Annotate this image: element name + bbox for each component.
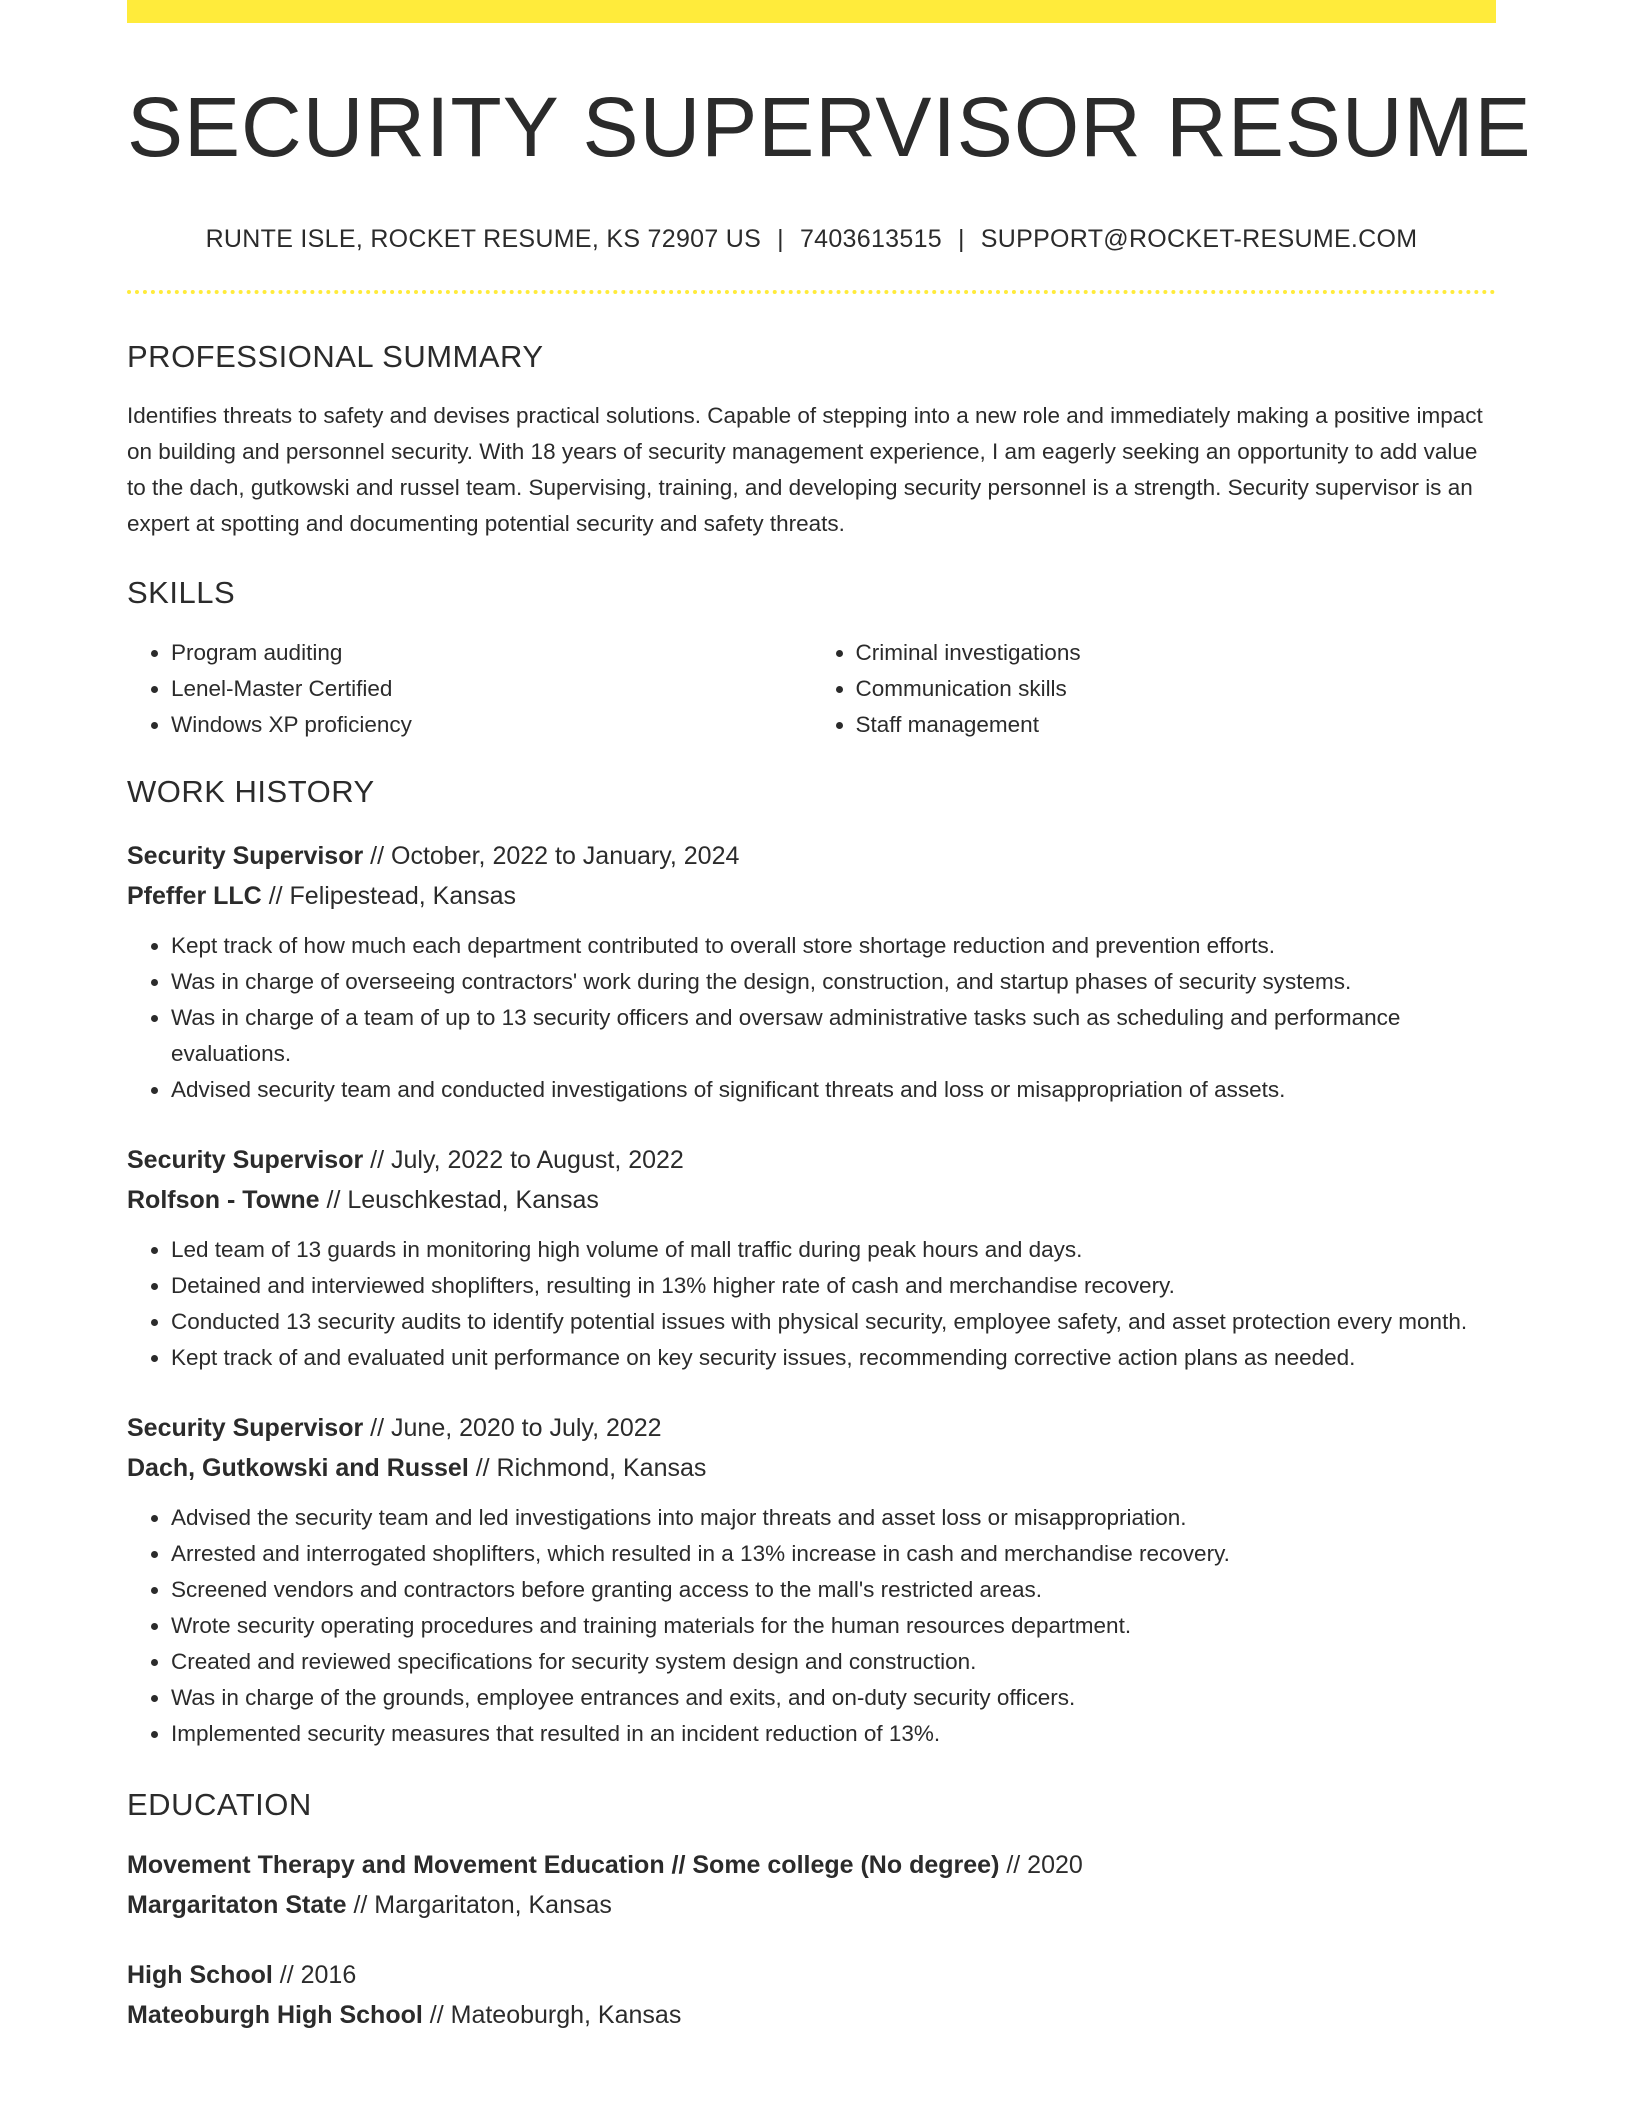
job-company: Pfeffer LLC [127, 881, 262, 910]
job-bullet: • Was in charge of a team of up to 13 security officers and oversaw administrative tasks such as scheduling and performance evaluations. [171, 1000, 1496, 1072]
job-bullets [127, 1232, 1496, 1376]
contact-separator: | [957, 225, 965, 254]
job-location: // Felipestead, Kansas [268, 881, 517, 910]
job-bullet: • Was in charge of overseeing contractors' work during the design, construction, and startup phases of security systems. [171, 964, 1496, 1000]
skills-section [127, 574, 1496, 743]
skill-item: • Windows XP proficiency [171, 707, 812, 743]
work-history-section [127, 773, 1496, 1752]
skill-item: • Criminal investigations [856, 635, 1497, 671]
job-title-line [127, 1140, 1496, 1180]
job-title: Security Supervisor [127, 1145, 364, 1174]
dotted-divider [127, 290, 1496, 294]
job-title: Security Supervisor [127, 841, 364, 870]
contact-phone: 7403613515 [799, 225, 942, 254]
work-history-heading: WORK HISTORY [127, 773, 375, 809]
job-title-line [127, 1408, 1496, 1448]
education-location: // Margaritaton, Kansas [353, 1891, 612, 1920]
accent-top-bar [127, 0, 1496, 23]
job-bullet: • Detained and interviewed shoplifters, resulting in 13% higher rate of cash and merchandise recovery. [171, 1268, 1496, 1304]
skill-item: • Staff management [856, 707, 1497, 743]
education-entry [127, 1845, 1496, 1925]
contact-line [127, 225, 1496, 254]
job-bullet: • Kept track of how much each department contributed to overall store shortage reduction and prevention efforts. [171, 928, 1496, 964]
job-bullet: • Arrested and interrogated shoplifters, which resulted in a 13% increase in cash and merchandise recovery. [171, 1536, 1496, 1572]
skill-item: • Lenel-Master Certified [171, 671, 812, 707]
job-company: Rolfson - Towne [127, 1185, 320, 1214]
education-section [127, 1786, 1496, 2035]
education-school-line [127, 1995, 1496, 2035]
job-bullet: • Led team of 13 guards in monitoring high volume of mall traffic during peak hours and days. [171, 1232, 1496, 1268]
skills-columns [127, 635, 1496, 743]
education-school: Margaritaton State [127, 1891, 347, 1920]
job-bullet: • Kept track of and evaluated unit performance on key security issues, recommending corrective action plans as needed. [171, 1340, 1496, 1376]
job-bullet: • Implemented security measures that resulted in an incident reduction of 13%. [171, 1716, 1496, 1752]
summary-section [127, 338, 1496, 541]
job-title: Security Supervisor [127, 1413, 364, 1442]
job-bullets [127, 928, 1496, 1108]
contact-address: RUNTE ISLE, ROCKET RESUME, KS 72907 US [205, 225, 762, 254]
education-year: // 2020 [1006, 1851, 1083, 1880]
education-entry [127, 1955, 1496, 2035]
job-entry [127, 836, 1496, 1108]
job-title-line [127, 836, 1496, 876]
resume-title: SECURITY SUPERVISOR RESUME [127, 80, 1532, 174]
summary-text: Identifies threats to safety and devises practical solutions. Capable of stepping into a new role and immediately making a positive impact on building and personnel security. With 18 years of security management experience, I am eagerly seeking an opportunity to add value to the dach, gutkowski and russel team. Supervising, training, and developing security personnel is a strength. Security supervisor is an expert at spotting and documenting potential security and safety threats. [127, 402, 1483, 536]
education-school-line [127, 1885, 1496, 1925]
education-location: // Mateoburgh, Kansas [429, 2001, 682, 2030]
job-entry [127, 1408, 1496, 1752]
education-degree: Movement Therapy and Movement Education // Some college (No degree) [127, 1851, 1000, 1880]
resume-content [127, 23, 1532, 2035]
job-dates: // October, 2022 to January, 2024 [370, 841, 740, 870]
education-degree-line [127, 1955, 1496, 1995]
education-school: Mateoburgh High School [127, 2001, 423, 2030]
contact-separator: | [777, 225, 784, 254]
skills-list-left [127, 635, 812, 743]
job-dates: // July, 2022 to August, 2022 [370, 1145, 684, 1174]
job-location: // Leuschkestad, Kansas [326, 1185, 599, 1214]
job-company-line [127, 876, 1496, 916]
skill-item: • Communication skills [856, 671, 1497, 707]
job-bullet: • Created and reviewed specifications for security system design and construction. [171, 1644, 1496, 1680]
education-degree: High School [127, 1961, 273, 1990]
job-bullet: • Screened vendors and contractors before granting access to the mall's restricted areas. [171, 1572, 1496, 1608]
education-degree-line [127, 1845, 1496, 1885]
summary-heading: PROFESSIONAL SUMMARY [127, 339, 544, 375]
education-heading: EDUCATION [127, 1786, 312, 1822]
skills-heading: SKILLS [127, 574, 236, 610]
job-bullet: • Advised the security team and led investigations into major threats and asset loss or misappropriation. [171, 1500, 1496, 1536]
job-company: Dach, Gutkowski and Russel [127, 1453, 469, 1482]
contact-email: SUPPORT@ROCKET-RESUME.COM [980, 225, 1418, 254]
education-year: // 2016 [279, 1961, 357, 1990]
job-bullet: • Advised security team and conducted investigations of significant threats and loss or misappropriation of assets. [171, 1072, 1496, 1108]
skills-list-right [812, 635, 1497, 743]
job-entry [127, 1140, 1496, 1376]
job-location: // Richmond, Kansas [475, 1453, 707, 1482]
job-bullet: • Was in charge of the grounds, employee entrances and exits, and on-duty security officers. [171, 1680, 1496, 1716]
skill-item: • Program auditing [171, 635, 812, 671]
job-dates: // June, 2020 to July, 2022 [370, 1413, 662, 1442]
job-company-line [127, 1448, 1496, 1488]
job-bullets [127, 1500, 1496, 1752]
job-bullet: • Conducted 13 security audits to identify potential issues with physical security, employee safety, and asset protection every month. [171, 1304, 1496, 1340]
job-company-line [127, 1180, 1496, 1220]
job-bullet: • Wrote security operating procedures and training materials for the human resources department. [171, 1608, 1496, 1644]
